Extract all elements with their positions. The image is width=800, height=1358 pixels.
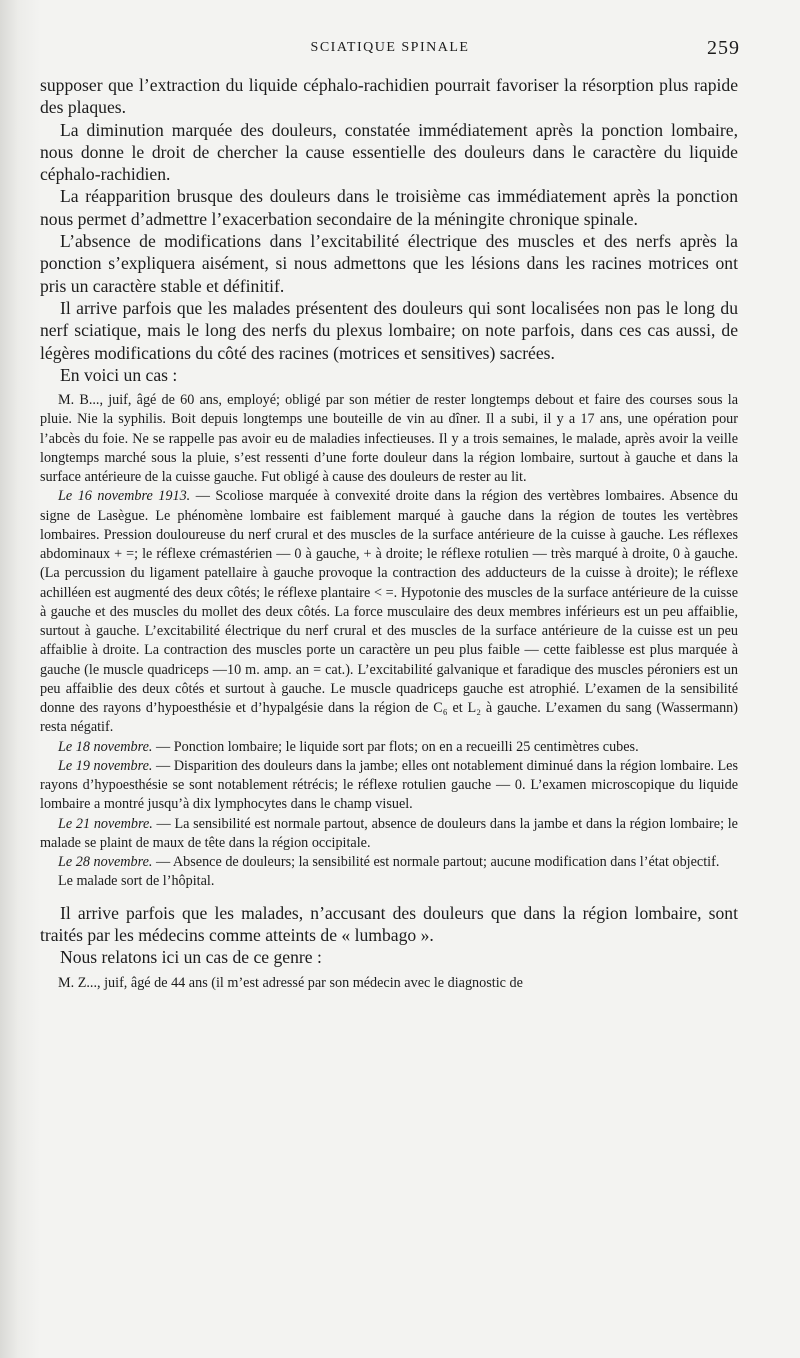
- paragraph: L’absence de modifications dans l’excitabilité électrique des muscles et des nerfs après la ponction s’expliquera aisément, si nous admettons que les lésions dans les racines motrices ont pris un caractère stable et définitif.: [40, 231, 738, 296]
- paragraph: Nous relatons ici un cas de ce genre :: [60, 947, 322, 968]
- entry-text: — Ponction lombaire; le liquide sort par flots; on en a recueilli 25 centimètres cubes.: [152, 738, 639, 755]
- case-entry: [40, 487, 738, 737]
- page-number: 259: [707, 37, 740, 59]
- entry-date: Le 28 novembre.: [58, 854, 153, 871]
- paragraph: supposer que l’extraction du liquide céphalo-rachidien pourrait favoriser la résorption plus rapide des plaques.: [40, 75, 738, 118]
- case-entry: [40, 757, 738, 815]
- entry-text: — Absence de douleurs; la sensibilité est normale partout; aucune modification dans l’état objectif.: [152, 854, 720, 871]
- entry-text: — La sensibilité est normale partout, absence de douleurs dans la jambe et dans la région lombaire; le malade se plaint de maux de tête dans la région occipitale.: [40, 815, 738, 851]
- paragraph: Il arrive parfois que les malades, n’accusant des douleurs que dans la région lombaire, sont traités par les médecins comme atteints de « lumbago ».: [40, 902, 738, 945]
- case-intro: M. B..., juif, âgé de 60 ans, employé; obligé par son métier de rester longtemps debout et faire des courses sous la pluie. Nie la syphilis. Boit depuis longtemps une bouteille de vin au dîner. Il a subi, il y a 17 ans, une opération pour l’abcès du foie. Ne se rappelle pas avoir eu de maladies infectieuses. Il y a trois semaines, le malade, après avoir la veille longtemps marché sous la pluie, s’est ressenti d’une forte douleur dans la région lombaire, surtout à gauche et dans la surface antérieure de la cuisse gauche. Fut obligé à cause des douleurs de rester au lit.: [40, 392, 738, 486]
- entry-text: — Disparition des douleurs dans la jambe; elles ont notablement diminué dans la région lombaire. Les rayons d’hypoesthésie se sont notablement rétrécis; le réflexe rotulien gauche — 0. L’examen microscopique du liquide lombaire a montré jusqu’à dix lymphocytes dans le champ visuel.: [40, 757, 738, 813]
- case-entry: [40, 815, 738, 854]
- paragraph: En voici un cas :: [60, 364, 178, 385]
- case-intro: M. Z..., juif, âgé de 44 ans (il m’est adressé par son médecin avec le diagnostic de: [58, 974, 523, 991]
- entry-date: Le 18 novembre.: [58, 738, 153, 755]
- entry-text: — Scoliose marquée à convexité droite dans la région des vertèbres lombaires. Absence du signe de Lasègue. Le phénomène lombaire est faiblement marqué à gauche dans la région de toutes les vertèbres lombaires. Pression douloureuse du nerf crural et des muscles de la surface antérieure de la cuisse à gauche. Les réflexes abdominaux + =; le réflexe crémastérien — 0 à gauche, + à droite; le réflexe rotulien — très marqué à droite, 0 à gauche. (La percussion du ligament patellaire à gauche provoque la contraction des adducteurs de la cuisse à droite); le réflexe achilléen est augmenté des deux côtés; le réflexe plantaire < =. Hypotonie des muscles de la surface antérieure de la cuisse à gauche et des muscles du mollet des deux côtés. La force musculaire des deux membres inférieurs est un peu affaiblie, surtout à gauche. L’excitabilité électrique du nerf crural et des muscles de la surface antérieure de la cuisse est un peu affaiblie à droite. La contraction des muscles porte un caractère un peu plus faible — cette faiblesse est plus marquée à gauche (le muscle quadriceps —10 m. amp. an = cat.). L’excitabilité galvanique et faradique des muscles péroniers est un peu affaiblie des deux côtés et surtout à gauche. Le muscle quadriceps gauche est atrophié. L’examen de la sensibilité donne des rayons d’hypoesthésie et d’hypalgésie dans la région de C₆ et L₂ à gauche. L’examen du sang (Wassermann) resta négatif.: [40, 488, 738, 736]
- paragraph: La diminution marquée des douleurs, constatée immédiatement après la ponction lombaire, nous donne le droit de chercher la cause essentielle des douleurs dans le caractère du liquide céphalo-rachidien.: [40, 119, 738, 185]
- paragraph: Il arrive parfois que les malades présentent des douleurs qui sont localisées non pas le long du nerf sciatique, mais le long des nerfs du plexus lombaire; on note parfois, dans ces cas aussi, de légères modifications du côté des racines (motrices et sensitives) sacrées.: [40, 297, 738, 363]
- entry-date: Le 21 novembre.: [58, 815, 153, 832]
- entry-date: Le 19 novembre.: [58, 757, 153, 774]
- running-head: [40, 37, 740, 59]
- case-entry: [40, 853, 738, 872]
- body-text: [40, 74, 738, 993]
- running-title: SCIATIQUE SPINALE: [310, 40, 470, 55]
- paragraph: La réapparition brusque des douleurs dans le troisième cas immédiatement après la ponction nous permet d’admettre l’exacerbation secondaire de la méningite chronique spinale.: [40, 186, 738, 229]
- case-entry: [40, 738, 738, 757]
- entry-date: Le 16 novembre 1913.: [58, 488, 191, 505]
- case-outro: Le malade sort de l’hôpital.: [58, 873, 215, 890]
